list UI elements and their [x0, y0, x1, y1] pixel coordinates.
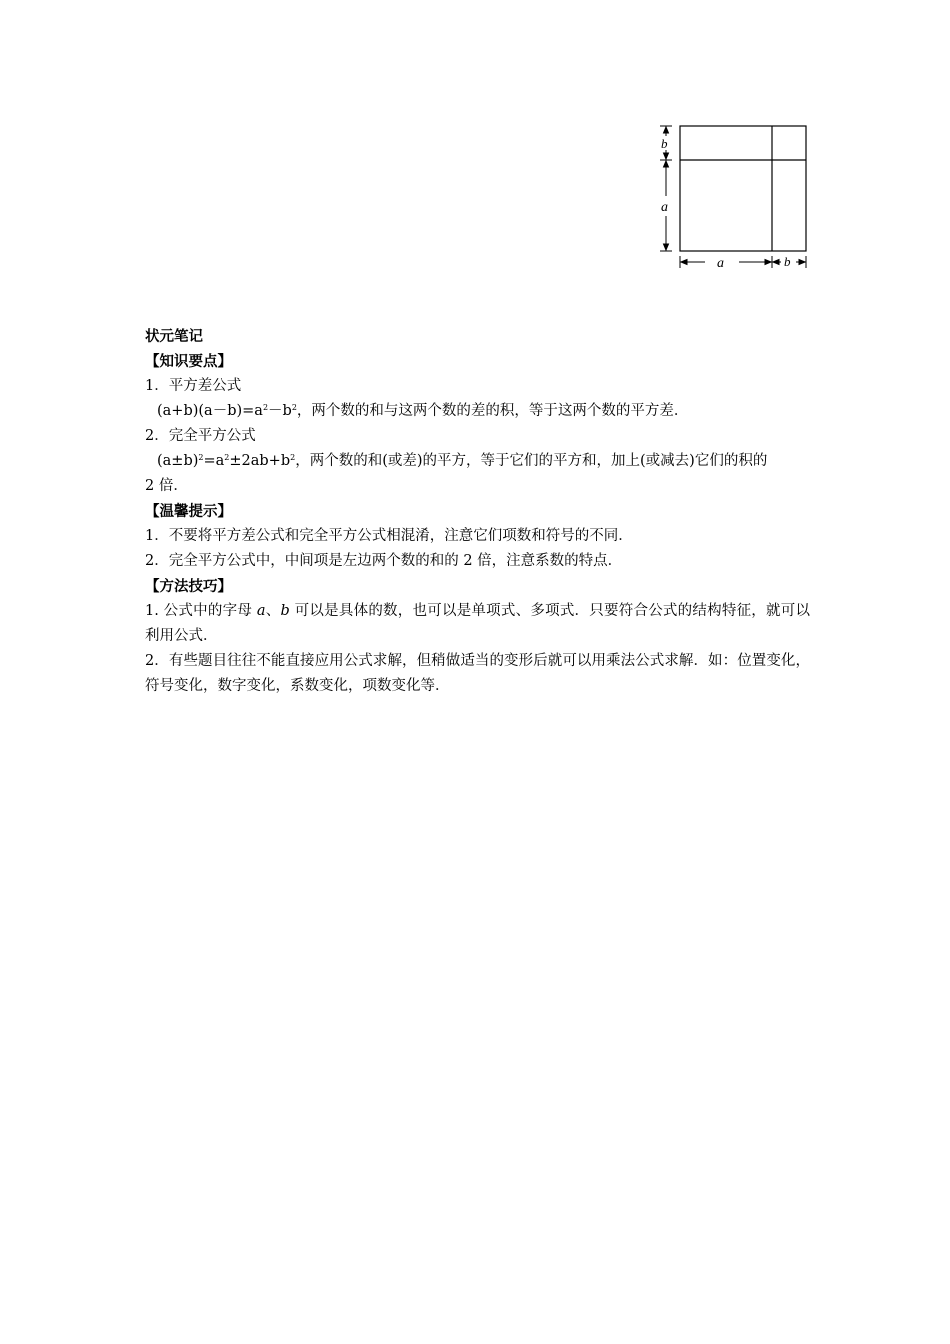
- item1-formula: $(a+b)(a-b)=a^2-b^2$，两个数的和与这两个数的差的积，等于这两个数的平方差．: [157, 403, 689, 419]
- bottom-a-label: a: [717, 256, 724, 271]
- methods-heading: 【方法技巧】: [145, 578, 232, 595]
- outer-square: [680, 126, 806, 251]
- item2-formula-continued: 2 倍．: [145, 478, 188, 494]
- left-a-label: a: [661, 200, 668, 215]
- method-1: 1. 公式中的字母 a、b 可以是具体的数，也可以是单项式、多项式．只要符合公式的结构特征，就可以利用公式．: [145, 603, 811, 644]
- square-diagram: [655, 120, 815, 272]
- tip-2: 2．完全平方公式中，中间项是左边两个数的和的 2 倍，注意系数的特点．: [145, 553, 623, 569]
- bottom-b-label: b: [784, 254, 791, 269]
- item1-title: 1．平方差公式: [145, 378, 242, 394]
- method-2: 2．有些题目往往不能直接应用公式求解，但稍做适当的变形后就可以用乘法公式求解．如：位置变化，符号变化，数字变化，系数变化，项数变化等．: [145, 653, 810, 694]
- item2-formula: $(a\pm b)^2=a^2\pm 2ab+b^2$，两个数的和(或差)的平方，等于它们的平方和，加上(或减去)它们的积的: [157, 453, 768, 469]
- notes-title: 状元笔记: [145, 328, 203, 345]
- notes-section: [145, 324, 810, 699]
- knowledge-heading: 【知识要点】: [145, 353, 232, 370]
- item2-title: 2．完全平方公式: [145, 428, 256, 444]
- left-b-label: b: [661, 136, 668, 151]
- tips-heading: 【温馨提示】: [145, 503, 232, 520]
- tip-1: 1．不要将平方差公式和完全平方公式相混淆，注意它们项数和符号的不同．: [145, 528, 633, 544]
